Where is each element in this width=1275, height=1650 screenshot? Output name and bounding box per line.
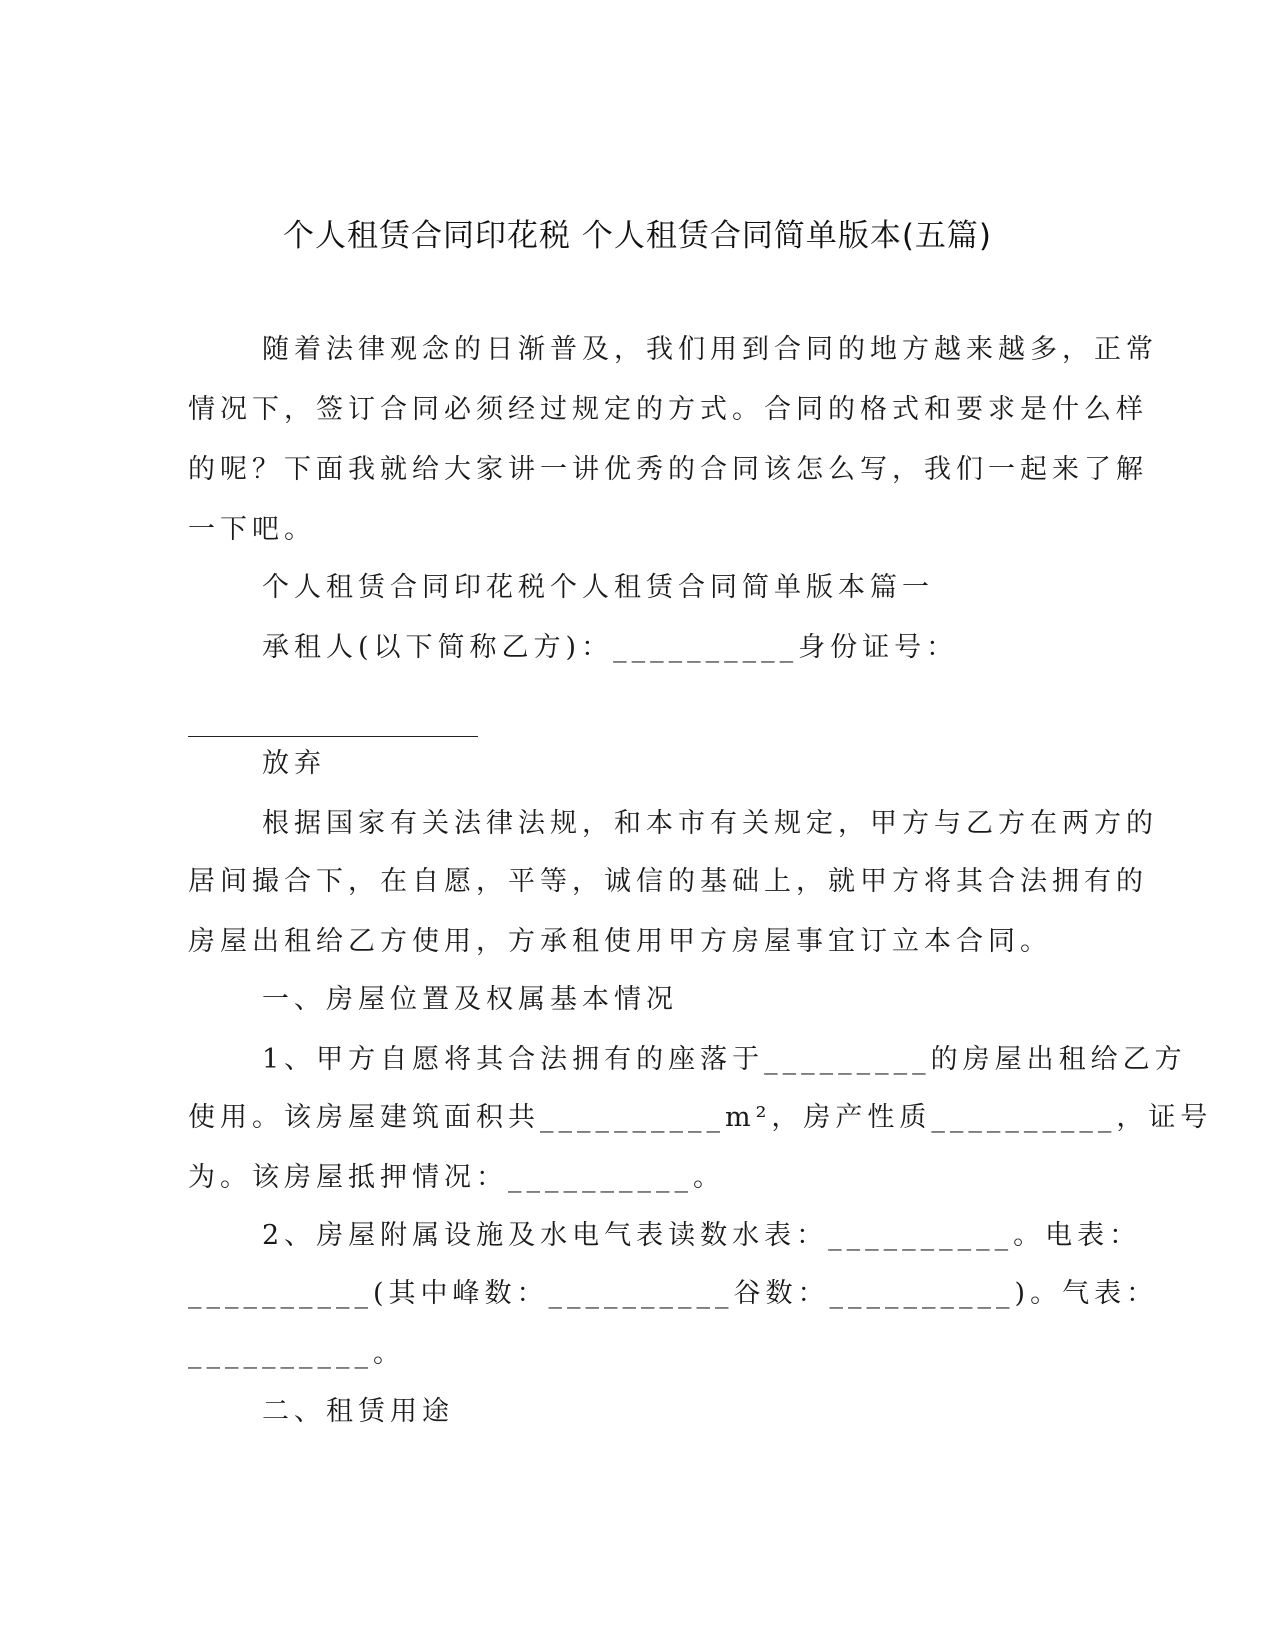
paragraph-line: 的呢？下面我就给大家讲一讲优秀的合同该怎么写，我们一起来了解 [188, 454, 1148, 485]
tenant-line: 承租人(以下简称乙方)：__________身份证号： [262, 632, 959, 663]
paragraph-line: 根据国家有关法律法规，和本市有关规定，甲方与乙方在两方的 [262, 808, 1158, 839]
paragraph-line: 随着法律观念的日渐普及，我们用到合同的地方越来越多，正常 [262, 334, 1158, 365]
document-title: 个人租赁合同印花税 个人租赁合同简单版本(五篇) [282, 218, 993, 254]
paragraph-line: 2、房屋附属设施及水电气表读数水表：__________。电表： [262, 1220, 1142, 1251]
paragraph-line: 情况下，签订合同必须经过规定的方式。合同的格式和要求是什么样 [188, 394, 1148, 425]
paragraph-line: 1、甲方自愿将其合法拥有的座落于_________的房屋出租给乙方 [262, 1044, 1187, 1075]
clause-heading: 二、租赁用途 [262, 1396, 454, 1427]
paragraph-line: 使用。该房屋建筑面积共__________m²，房产性质__________，证号 [188, 1102, 1213, 1133]
paragraph-line: __________。 [188, 1338, 405, 1369]
paragraph-line: 一下吧。 [188, 514, 316, 545]
paragraph-line: 为。该房屋抵押情况：__________。 [188, 1162, 725, 1193]
paragraph-line: 房屋出租给乙方使用，方承租使用甲方房屋事宜订立本合同。 [188, 926, 1052, 957]
blank-rule [188, 736, 478, 737]
paragraph-line: __________(其中峰数：__________谷数：__________)。气表： [188, 1278, 1159, 1309]
paragraph-line: 居间撮合下，在自愿，平等，诚信的基础上，就甲方将其合法拥有的 [188, 866, 1148, 897]
clause-heading: 一、房屋位置及权属基本情况 [262, 984, 678, 1015]
paragraph-line: 放弃 [262, 748, 326, 779]
section-heading: 个人租赁合同印花税个人租赁合同简单版本篇一 [262, 572, 934, 603]
